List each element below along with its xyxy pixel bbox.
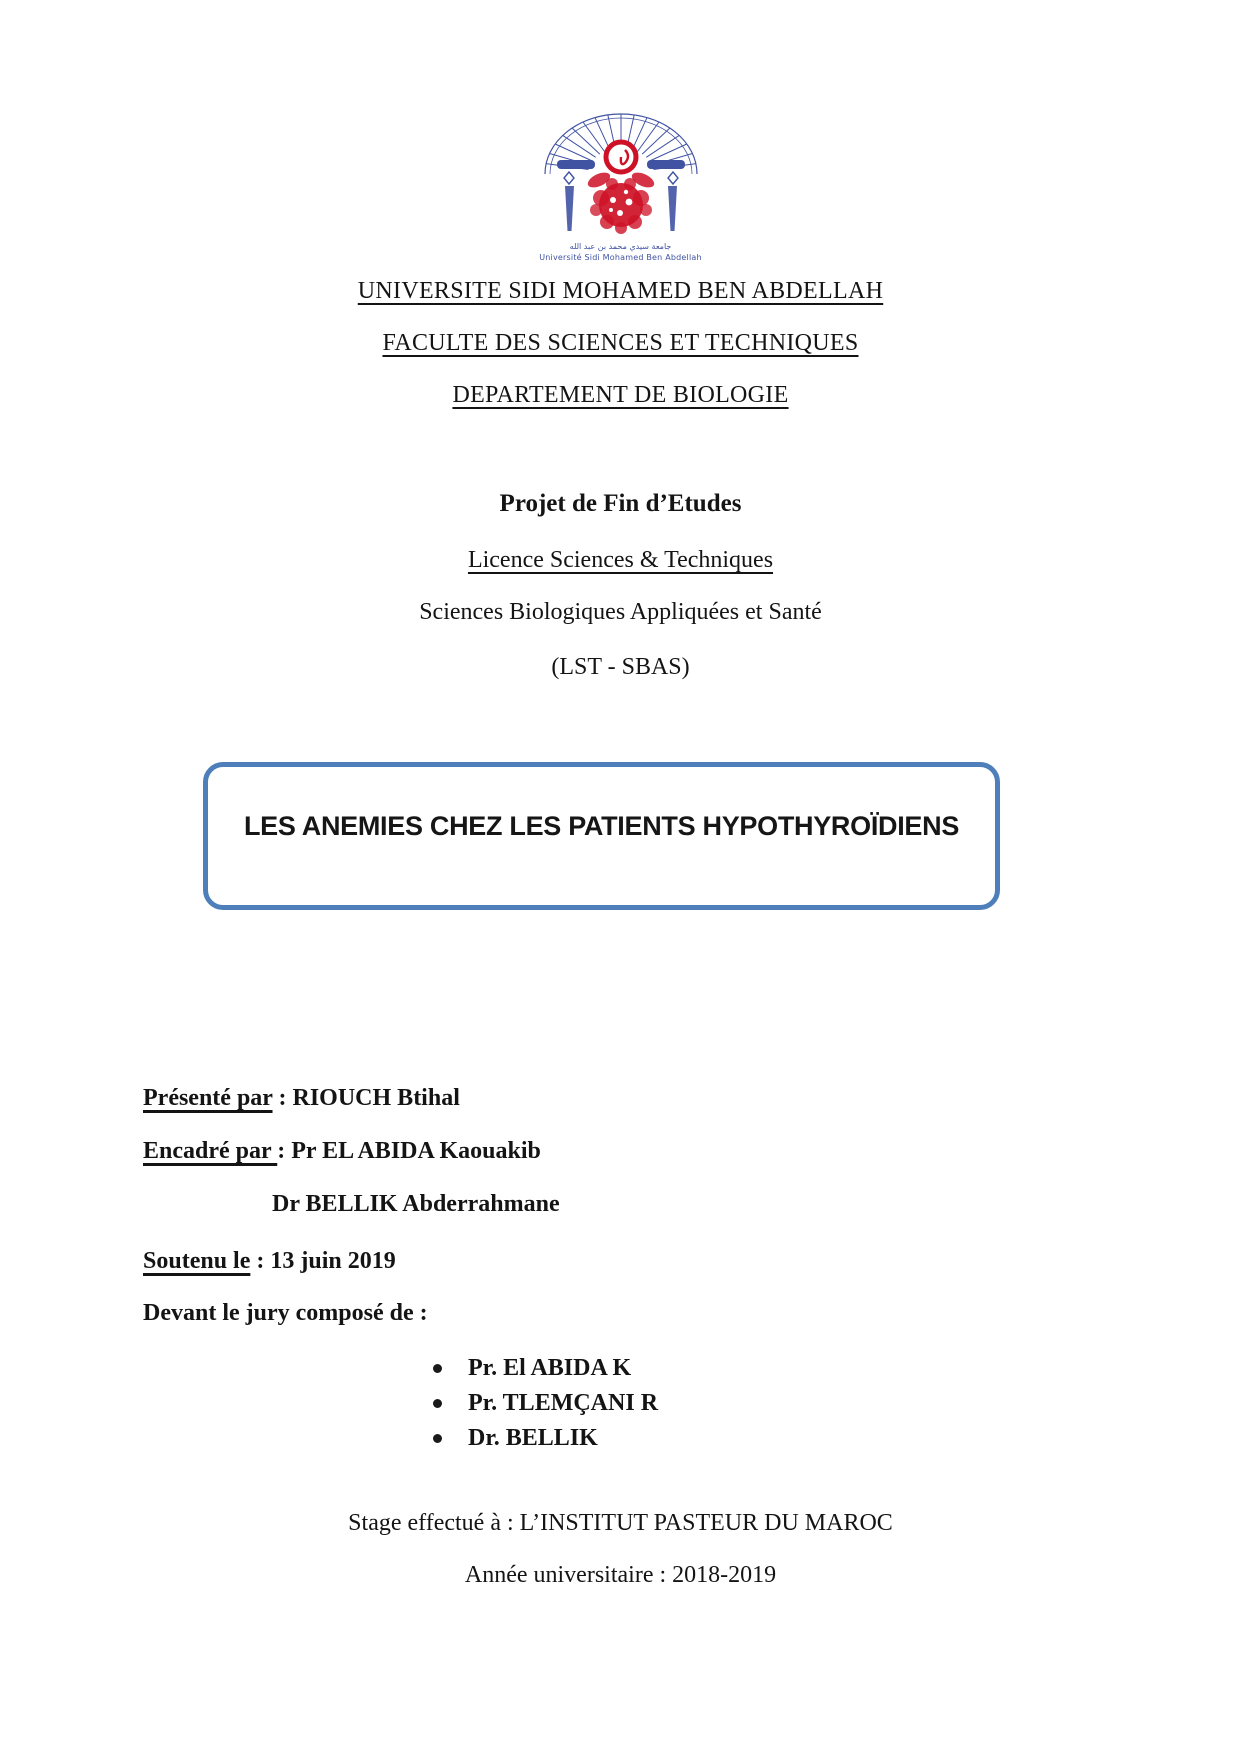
defense-date-label: Soutenu le xyxy=(143,1248,251,1274)
supervised-by-value: : Pr EL ABIDA Kaouakib xyxy=(277,1138,541,1164)
co-supervisor-line: Dr BELLIK Abderrahmane xyxy=(272,1191,560,1217)
jury-member-name: Pr. TLEMÇANI R xyxy=(468,1390,659,1416)
specialty-name: Sciences Biologiques Appliquées et Santé xyxy=(419,599,822,625)
academic-year: Année universitaire : 2018-2019 xyxy=(464,1562,777,1588)
program-acronym: (LST - SBAS) xyxy=(551,654,690,680)
university-logo-icon xyxy=(541,110,701,236)
supervised-by-line xyxy=(143,1138,541,1165)
presented-by-value: : RIOUCH Btihal xyxy=(272,1085,460,1111)
bullet-icon xyxy=(433,1364,442,1373)
department-name: DEPARTEMENT DE BIOLOGIE xyxy=(452,382,789,408)
logo-caption: Université Sidi Mohamed Ben Abdellah xyxy=(539,253,702,262)
internship-location: Stage effectué à : L’INSTITUT PASTEUR DU MAROC xyxy=(348,1510,893,1536)
logo-arabic-caption: جامعة سيدي محمد بن عبد الله xyxy=(569,242,672,251)
presented-by-line xyxy=(143,1085,460,1112)
project-type: Projet de Fin d’Etudes xyxy=(499,490,742,517)
bullet-icon xyxy=(433,1399,442,1408)
jury-member xyxy=(433,1355,631,1382)
thesis-title-box xyxy=(203,762,1000,910)
thesis-title: LES ANEMIES CHEZ LES PATIENTS HYPOTHYROÏDIENS xyxy=(243,810,960,841)
jury-member xyxy=(433,1390,658,1417)
degree-name: Licence Sciences & Techniques xyxy=(467,547,774,573)
jury-heading: Devant le jury composé de : xyxy=(143,1300,428,1326)
jury-member-name: Dr. BELLIK xyxy=(468,1425,598,1451)
faculty-name: FACULTE DES SCIENCES ET TECHNIQUES xyxy=(382,330,859,356)
jury-member xyxy=(433,1425,598,1452)
logo-captions xyxy=(0,242,1241,263)
supervised-by-label: Encadré par xyxy=(143,1138,278,1164)
presented-by-label: Présenté par xyxy=(143,1085,273,1111)
logo-block xyxy=(0,110,1241,263)
jury-member-name: Pr. El ABIDA K xyxy=(468,1355,632,1381)
bullet-icon xyxy=(433,1434,442,1443)
university-name: UNIVERSITE SIDI MOHAMED BEN ABDELLAH xyxy=(357,278,884,304)
defense-date-line xyxy=(143,1248,396,1275)
defense-date-value: : 13 juin 2019 xyxy=(250,1248,396,1274)
